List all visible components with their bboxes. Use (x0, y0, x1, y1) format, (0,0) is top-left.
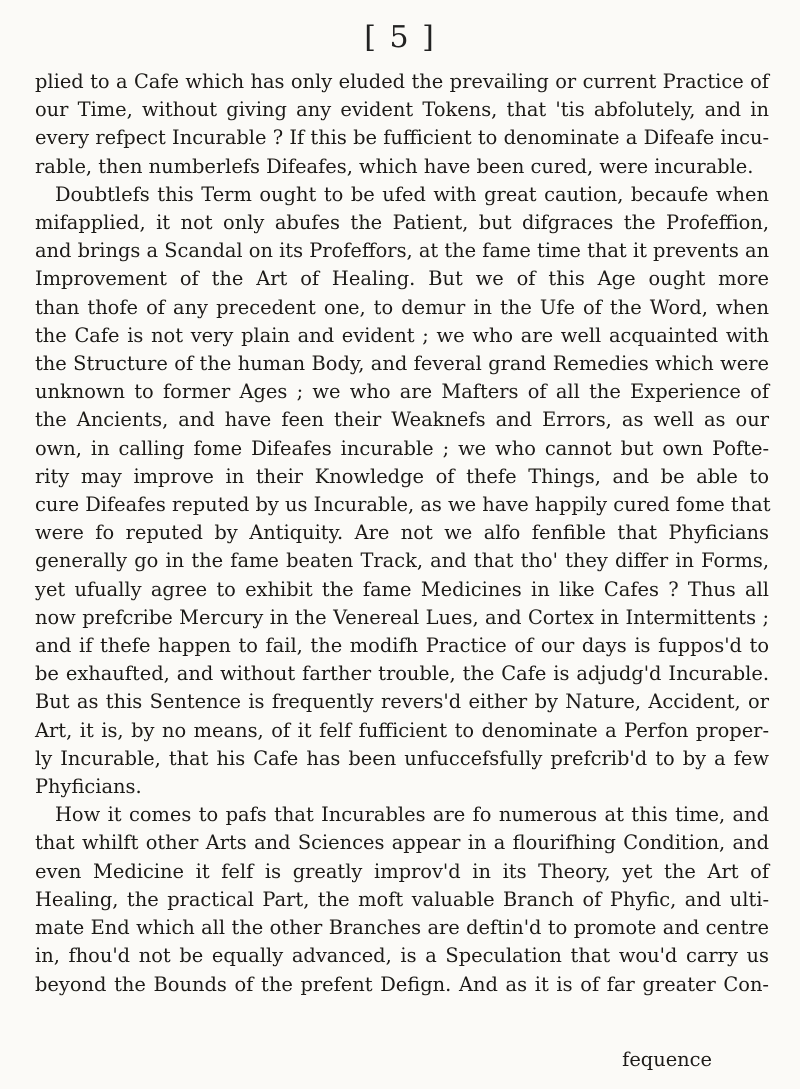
text-line: ly Incurable, that his Cafe has been unfuccefsfully prefcrib'd to by a few (35, 746, 769, 770)
text-line: be exhaufted, and without farther trouble, the Cafe is adjudg'd Incurable. (35, 662, 769, 686)
text-line: mate End which all the other Branches are deftin'd to promote and centre (35, 916, 769, 940)
text-line: our Time, without giving any evident Tokens, that 'tis abfolutely, and in (35, 98, 769, 122)
text-line: unknown to former Ages ; we who are Mafters of all the Experience of (35, 380, 769, 404)
page-number: [ 5 ] (364, 20, 436, 55)
catchword: fequence (622, 1048, 712, 1071)
text-line: the Ancients, and have feen their Weaknefs and Errors, as well as our (35, 408, 769, 432)
text-line: in, fhou'd not be equally advanced, is a Speculation that wou'd carry us (35, 944, 769, 968)
text-line: yet ufually agree to exhibit the fame Medicines in like Cafes ? Thus all (35, 577, 769, 601)
text-line: generally go in the fame beaten Track, and that tho' they differ in Forms, (35, 549, 769, 573)
text-line: than thofe of any precedent one, to demur in the Ufe of the Word, when (35, 295, 769, 319)
text-line: cure Difeafes reputed by us Incurable, as we have happily cured fome that (35, 493, 771, 517)
text-line: rable, then numberlefs Difeafes, which have been cured, were incurable. (35, 154, 754, 178)
text-line: were fo reputed by Antiquity. Are not we alfo fenfible that Phyficians (35, 521, 769, 545)
text-line: Doubtlefs this Term ought to be ufed with great caution, becaufe when (55, 182, 769, 206)
text-line: Art, it is, by no means, of it felf fufficient to denominate a Perfon proper- (35, 718, 769, 742)
text-line: Healing, the practical Part, the moft valuable Branch of Phyfic, and ulti- (35, 887, 769, 911)
text-line: own, in calling fome Difeafes incurable ; we who cannot but own Pofte- (35, 436, 769, 460)
text-line: even Medicine it felf is greatly improv'd in its Theory, yet the Art of (35, 859, 769, 883)
text-line: the Structure of the human Body, and feveral grand Remedies which were (35, 352, 769, 376)
text-line: mifapplied, it not only abufes the Patient, but difgraces the Profeffion, (35, 211, 769, 235)
text-line: now prefcribe Mercury in the Venereal Lues, and Cortex in Intermittents ; (35, 605, 769, 629)
text-line: Improvement of the Art of Healing. But we of this Age ought more (35, 267, 769, 291)
text-line: But as this Sentence is frequently revers'd either by Nature, Accident, or (35, 690, 769, 714)
text-line: every refpect Incurable ? If this be fufficient to denominate a Difeafe incu- (35, 126, 769, 150)
text-line: the Cafe is not very plain and evident ; we who are well acquainted with (35, 323, 769, 347)
text-line: beyond the Bounds of the prefent Defign. And as it is of far greater Con- (35, 972, 769, 996)
text-line: plied to a Cafe which has only eluded the prevailing or current Practice of (35, 70, 769, 93)
text-line: that whilft other Arts and Sciences appear in a flourifhing Condition, and (35, 831, 769, 855)
text-line: rity may improve in their Knowledge of thefe Things, and be able to (35, 464, 769, 488)
text-line: How it comes to pafs that Incurables are fo numerous at this time, and (55, 803, 769, 827)
text-line: Phyficians. (35, 775, 142, 799)
text-line: and if thefe happen to fail, the modifh Practice of our days is fuppos'd to (35, 634, 769, 658)
body-text (35, 68, 769, 999)
text-line: and brings a Scandal on its Profeffors, at the fame time that it prevents an (35, 239, 770, 263)
